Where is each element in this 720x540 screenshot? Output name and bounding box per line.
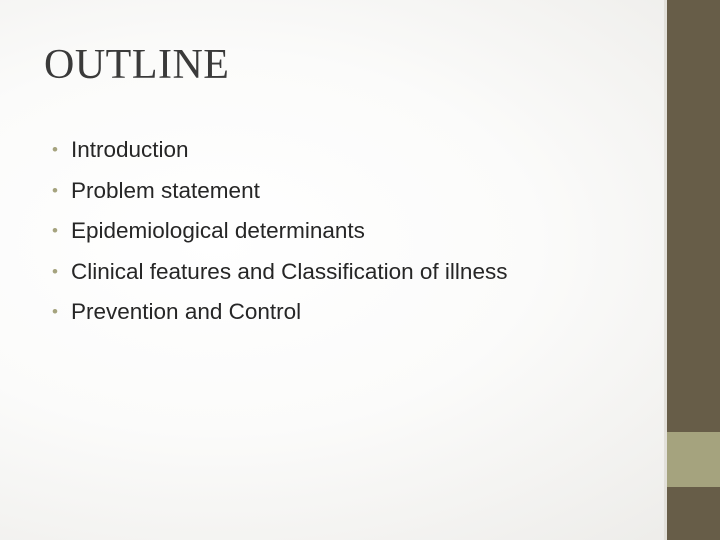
list-item-text: Introduction bbox=[71, 137, 189, 163]
bullet-icon: • bbox=[52, 140, 58, 160]
list-item-text: Clinical features and Classification of illness bbox=[71, 258, 508, 284]
outline-list bbox=[52, 130, 507, 333]
list-item-text: Epidemiological determinants bbox=[71, 218, 365, 244]
list-item bbox=[52, 171, 507, 212]
bullet-icon: • bbox=[52, 302, 58, 322]
sidebar-band-top bbox=[667, 0, 720, 432]
sidebar-band-bottom bbox=[667, 487, 720, 540]
sidebar-band-accent bbox=[667, 432, 720, 487]
bullet-icon: • bbox=[52, 261, 58, 281]
list-item bbox=[52, 130, 507, 171]
list-item bbox=[52, 292, 507, 333]
list-item-text: Prevention and Control bbox=[71, 299, 302, 325]
bullet-icon: • bbox=[52, 221, 58, 241]
bullet-icon: • bbox=[52, 180, 58, 200]
slide-title: OUTLINE bbox=[44, 42, 230, 88]
list-item bbox=[52, 211, 507, 252]
list-item-text: Problem statement bbox=[71, 177, 260, 203]
list-item bbox=[52, 252, 507, 293]
